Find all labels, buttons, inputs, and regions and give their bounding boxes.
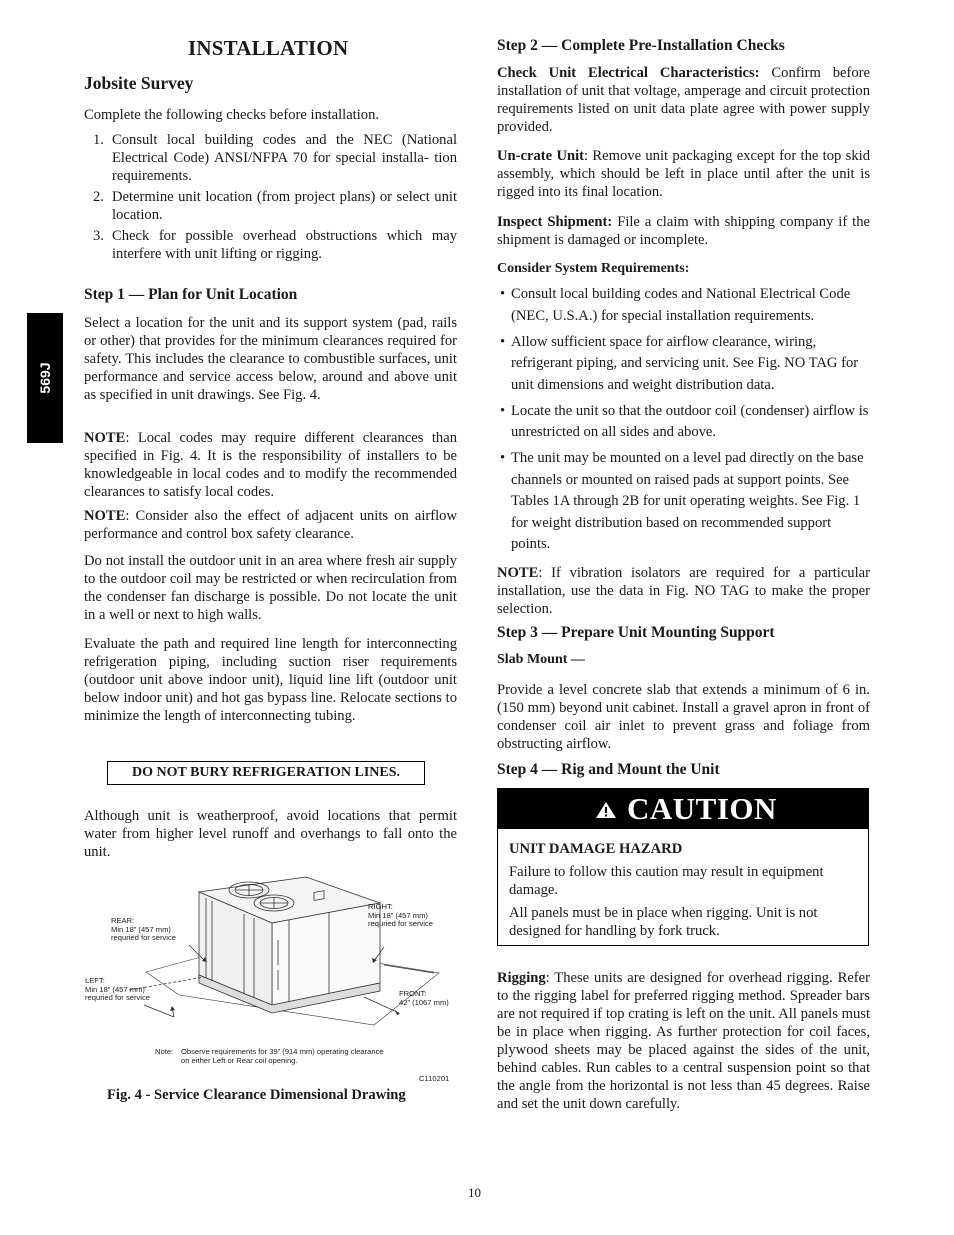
caution-header (498, 789, 868, 829)
check-electrical-paragraph: Check Unit Electrical Characteristics: Confirm before installation of unit that voltage, amperage and circuit protection requirements listed on unit data plate agree with power supply provided. (497, 65, 870, 135)
page-number: 10 (468, 1185, 481, 1200)
list-item: • Consult local building codes and National Electrical Code (NEC, U.S.A.) for special installation requirements. (500, 286, 851, 324)
warning-triangle-icon (595, 801, 617, 819)
note-2: NOTE: Consider also the effect of adjacent units on airflow performance and control box safety clearance. (84, 508, 457, 542)
vibration-note: NOTE: If vibration isolators are required for a particular installation, use the data in Fig. NO TAG to make the proper selection. (497, 565, 870, 617)
list-item: 1. Consult local building codes and the NEC (National Electrical Code) ANSI/NFPA 70 for special installa- tion requirements. (93, 132, 457, 184)
caution-box (497, 788, 869, 946)
weatherproof-paragraph: Although unit is weatherproof, avoid locations that permit water from higher level runoff and overhangs to fall onto the unit. (84, 808, 457, 860)
figure-note-label: Note: (155, 1047, 174, 1056)
caution-text-1: Failure to follow this caution may result in equipment damage. (509, 864, 824, 898)
right-clearance-label: RIGHT: Min 18” (457 mm) requried for service (368, 902, 433, 929)
step2-heading: Step 2 — Complete Pre-Installation Checks (497, 37, 785, 54)
list-item: • Locate the unit so that the outdoor coil (condenser) airflow is unrestricted on all sides and above. (500, 402, 869, 440)
list-item: • The unit may be mounted on a level pad directly on the base channels or mounted on raised pads at support points. See Tables 1A through 2B for unit operating weights. See Fig. 1 for weight distribution based on recommended support points. (500, 450, 864, 552)
left-clearance-label: LEFT: Min 18” (457 mm) requried for service (85, 976, 150, 1003)
figure-note-text: Observe requirements for 39” (914 mm) operating clearance on either Left or Rear coil opening. (181, 1047, 384, 1065)
checks-list (84, 131, 457, 266)
step3-heading: Step 3 — Prepare Unit Mounting Support (497, 624, 775, 641)
figure-caption: Fig. 4 - Service Clearance Dimensional Drawing (107, 1087, 406, 1103)
slab-mount-paragraph: Provide a level concrete slab that extends a minimum of 6 in. (150 mm) beyond unit cabinet. Install a gravel apron in front of condenser coil air inlet to prevent grass and foliage from obstructing airflow. (497, 682, 870, 752)
jobsite-intro: Complete the following checks before installation. (84, 107, 380, 123)
figure-code: C110201 (419, 1074, 450, 1083)
list-item: 2. Determine unit location (from project plans) or select unit location. (93, 189, 457, 223)
step1-paragraph-1: Select a location for the unit and its support system (pad, rails or other) that provides for the minimum clearances required for safety. This includes the clearance to combustible surfaces, unit performance and service access below, around and above unit as specified in unit drawings. See Fig. 4. (84, 315, 457, 403)
requirements-list (497, 284, 870, 560)
step1-heading: Step 1 — Plan for Unit Location (84, 286, 298, 303)
step1-paragraph-2: Do not install the outdoor unit in an area where fresh air supply to the outdoor coil may be restricted or when recirculation from the condenser fan discharge is possible. Do not locate the unit in a well or next to high walls. (84, 553, 457, 623)
caution-text-2: All panels must be in place when rigging. Unit is not designed for handling by fork truck. (509, 905, 818, 939)
note-1: NOTE: Local codes may require different clearances than specified in Fig. 4. It is the responsibility of installers to be knowledgeable in local codes and to modify the recommended clearances to satisfy local codes. (84, 430, 457, 500)
caution-title: CAUTION (627, 791, 777, 826)
inspect-shipment-paragraph: Inspect Shipment: File a claim with shipping company if the shipment is damaged or incomplete. (497, 214, 870, 248)
rigging-paragraph: Rigging: These units are designed for overhead rigging. Refer to the rigging label for preferred rigging method. Spreader bars are not required if top crating is left on the unit. All panels must be in place when rigging. As further protection for coil faces, plywood sheets may be placed against the sides of the unit, behind cables. Run cables to a central suspension point so that the angle from the horizontal is not less than 45 degrees. Raise and set the unit down carefully. (497, 970, 870, 1112)
service-clearance-figure (84, 865, 464, 1090)
rear-clearance-label: REAR: Min 18” (457 mm) requried for service (111, 916, 176, 943)
side-tab: 569J (27, 313, 63, 443)
caution-hazard: UNIT DAMAGE HAZARD (509, 841, 683, 857)
do-not-bury-note: DO NOT BURY REFRIGERATION LINES. (107, 761, 425, 785)
list-item: 3. Check for possible overhead obstructions which may interfere with unit lifting or rigging. (93, 228, 457, 262)
step1-paragraph-3: Evaluate the path and required line length for interconnecting refrigeration piping, including suction riser requirements (outdoor unit above indoor unit), liquid line lift (outdoor unit below indoor unit) and hot gas bypass line. Relocate sections to minimize the length of interconnecting tubing. (84, 636, 457, 724)
slab-mount-heading: Slab Mount — (497, 652, 585, 667)
uncrate-paragraph: Un-crate Unit: Remove unit packaging except for the top skid assembly, which should be left in place until after the unit is rigged into its final location. (497, 148, 870, 200)
step4-heading: Step 4 — Rig and Mount the Unit (497, 761, 720, 778)
consider-requirements-heading: Consider System Requirements: (497, 261, 690, 276)
list-item: • Allow sufficient space for airflow clearance, wiring, refrigerant piping, and servicing unit. See Fig. NO TAG for unit dimensions and weight distribution data. (500, 333, 859, 393)
jobsite-survey-heading: Jobsite Survey (84, 73, 194, 93)
front-clearance-label: FRONT: 42” (1067 mm) (399, 989, 449, 1007)
section-title: INSTALLATION (188, 36, 349, 60)
